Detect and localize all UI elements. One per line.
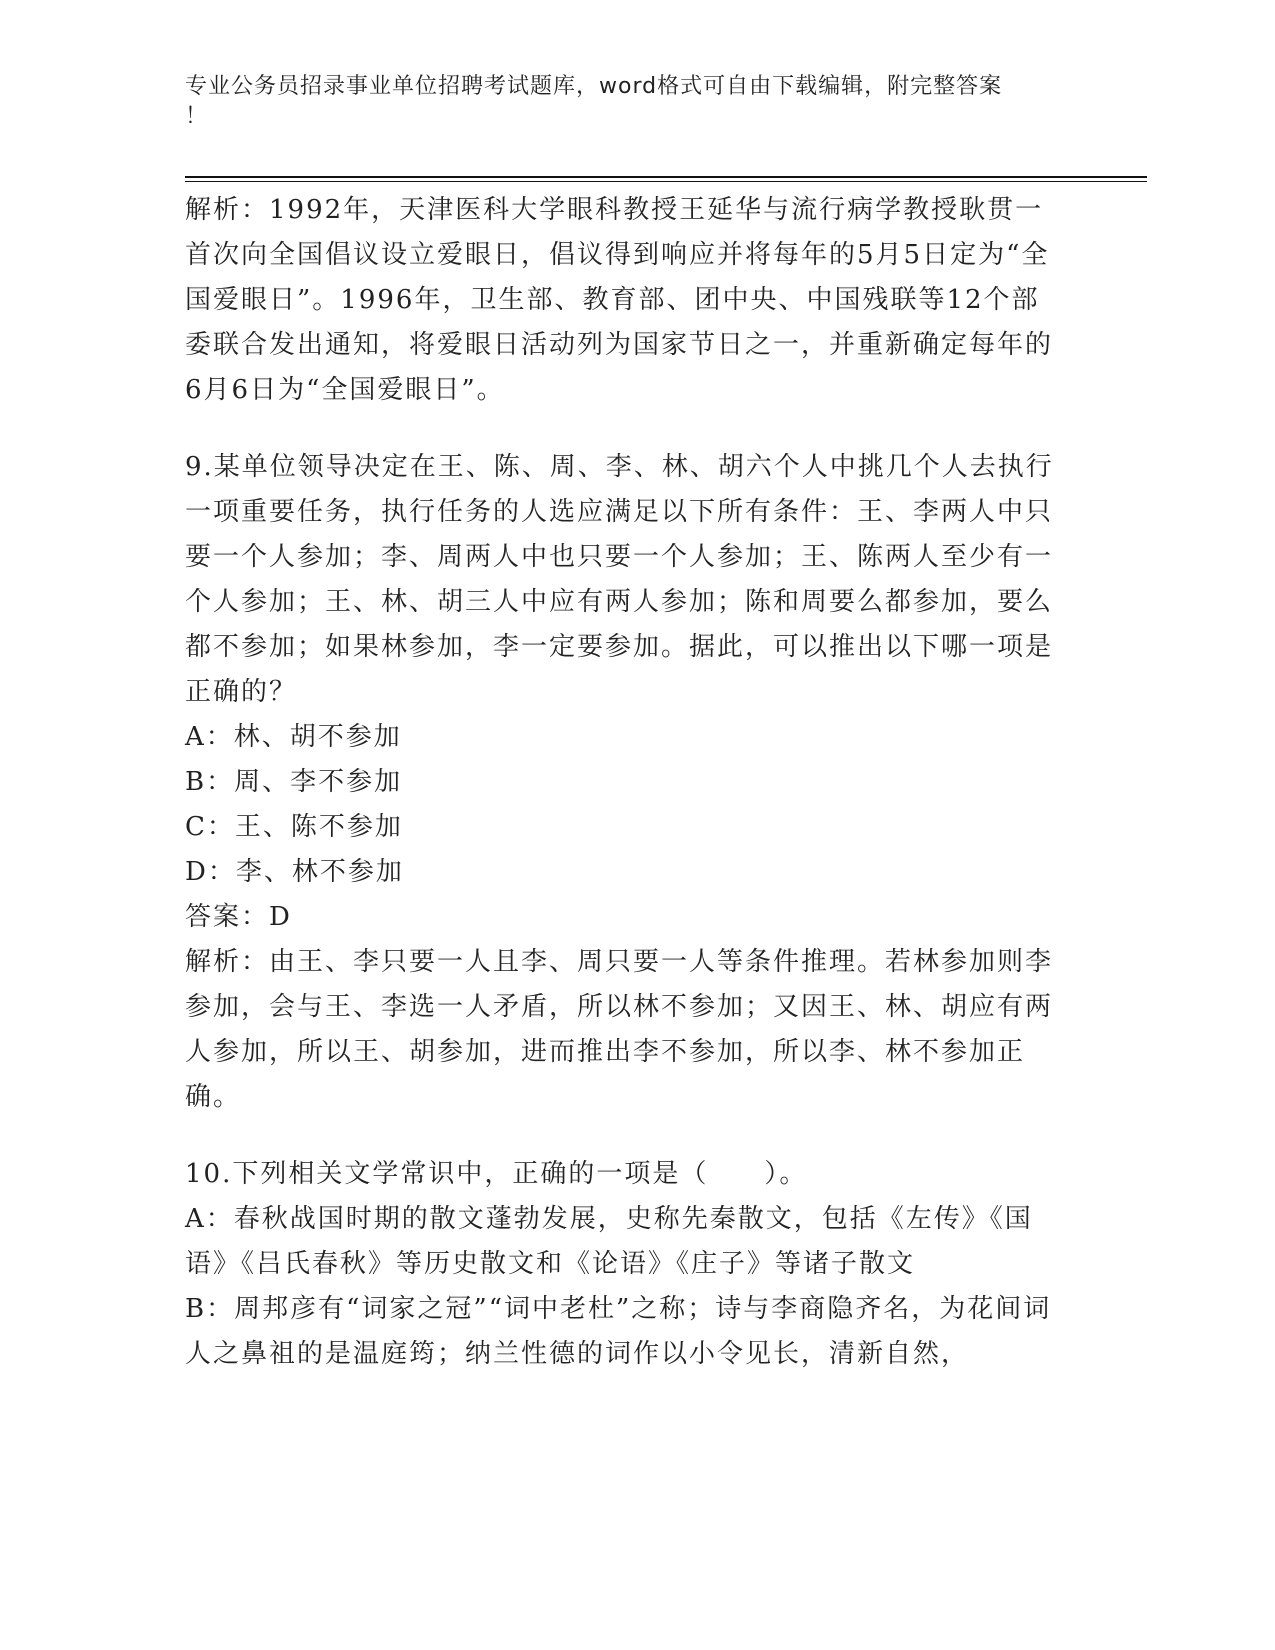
header-divider-thin: [185, 181, 1147, 182]
document-body: [185, 188, 1065, 1377]
page-header: [185, 72, 1085, 132]
q10-stem: 10.下列相关文学常识中，正确的一项是（ ）。: [185, 1159, 808, 1189]
header-divider-thick: [185, 176, 1147, 178]
q10-option-a: A：春秋战国时期的散文蓬勃发展，史称先秦散文，包括《左传》《国语》《吕氏春秋》等历史散文和《论语》《庄子》等诸子散文: [185, 1204, 1033, 1279]
analysis-label: 解析：: [185, 947, 270, 977]
q9-analysis: [185, 940, 1065, 1120]
q9-option-d: D：李、林不参加: [185, 857, 404, 887]
answer-value: D: [269, 902, 292, 932]
q9-answer: [185, 895, 1065, 940]
q8-analysis: [185, 188, 1065, 413]
header-line: 专业公务员招录事业单位招聘考试题库，word格式可自由下载编辑，附完整答案: [185, 74, 1003, 99]
q10-option-b: B：周邦彦有“词家之冠”“词中老杜”之称；诗与李商隐齐名，为花间词人之鼻祖的是温庭筠；纳兰性德的词作以小令见长，清新自然，: [185, 1294, 1052, 1369]
header-line-continuation: ！: [185, 104, 209, 129]
analysis-label: 解析：: [185, 195, 270, 225]
q9-option-c: C：王、陈不参加: [185, 812, 403, 842]
q9-option-b: B：周、李不参加: [185, 767, 403, 797]
answer-label: 答案：: [185, 902, 270, 932]
q9-stem: 9.某单位领导决定在王、陈、周、李、林、胡六个人中挑几个人去执行一项重要任务，执行任务的人选应满足以下所有条件：王、李两人中只要一个人参加；李、周两人中也只要一个人参加；王、陈两人至少有一个人参加；王、林、胡三人中应有两人参加；陈和周要么都参加，要么都不参加；如果林参加，李一定要参加。据此，可以推出以下哪一项是正确的？: [185, 452, 1054, 707]
analysis-text: 1992年，天津医科大学眼科教授王延华与流行病学教授耿贯一首次向全国倡议设立爱眼日，倡议得到响应并将每年的5月5日定为“全国爱眼日”。1996年，卫生部、教育部、团中央、中国残联等12个部委联合发出通知，将爱眼日活动列为国家节日之一，并重新确定每年的6月6日为“全国爱眼日”。: [185, 195, 1054, 405]
q9-option-a: A：林、胡不参加: [185, 722, 402, 752]
analysis-text: 由王、李只要一人且李、周只要一人等条件推理。若林参加则李参加，会与王、李选一人矛盾，所以林不参加；又因王、林、胡应有两人参加，所以王、胡参加，进而推出李不参加，所以李、林不参加正确。: [185, 947, 1054, 1112]
spacer: [185, 1120, 1065, 1152]
spacer: [185, 413, 1065, 445]
